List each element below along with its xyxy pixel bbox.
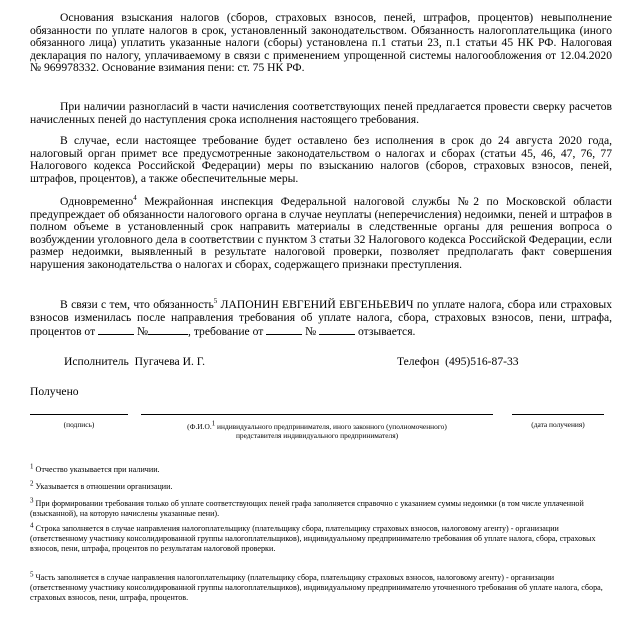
revocation-text-end: отзывается.	[358, 325, 416, 338]
footnote-text-1: Отчество указывается при наличии.	[33, 465, 160, 474]
executor-name: Пугачева И. Г.	[134, 355, 206, 368]
footnote-ref-4: 4	[133, 194, 137, 203]
footnote-ref-5: 5	[213, 297, 218, 306]
date-line	[512, 414, 604, 415]
footnote-num-4: 4	[30, 521, 34, 530]
phone-row	[397, 355, 519, 368]
footnote-text-4: Строка заполняется в случае направления налогоплательщику (плательщику сбора, плательщику страховых взносов, налоговому агенту) - организации (ответственному участнику консолидированной группы налогоплательщиков), индивидуальному предпринимателю требования об уплате налога, сбора, страховых взносов, пени, штрафа, процентов по результатам налоговой проверки.	[30, 524, 596, 553]
footnote-num-1: 1	[30, 462, 34, 471]
footnote-3	[30, 496, 610, 519]
paragraph-revocation	[30, 299, 612, 339]
number-sign-1: №	[136, 325, 149, 338]
paragraph-grounds: Основания взыскания налогов (сборов, страховых взносов, пеней, штрафов, процентов) невыполнение обязанности по уплате налогов в срок, установленный законодательством. Обязанность налогоплательщика (иного обязанного лица) уплатить указанные налоги (сборы) установлена п.1 статьи 23, п.1 статьи 45 НК РФ. Налоговая декларация по налогу, уплачиваемому в связи с применением упрощенной системы налогообложения от 12.04.2020 № 969978332. Основание взимания пени: ст. 75 НК РФ.	[30, 11, 612, 74]
blank-number-1	[148, 324, 188, 335]
signature-line	[30, 414, 128, 415]
footnote-5	[30, 570, 610, 602]
footnote-num-5: 5	[30, 570, 34, 579]
footnote-ref-1: 1	[211, 419, 216, 428]
blank-number-2	[319, 324, 355, 335]
footnote-text-5: Часть заполняется в случае направления налогоплательщику (плательщику сбора, плательщику страховых взносов, налоговому агенту) - организации (ответственному участнику консолидированной группы налогоплательщиков), индивидуальному предпринимателю уточненного требования об уплате налога, сбора, страховых взносов, пени, штрафа, процентов.	[30, 573, 603, 602]
footnote-num-2: 2	[30, 479, 34, 488]
number-sign-2: №	[305, 325, 317, 338]
footnote-4	[30, 521, 610, 553]
footnote-num-3: 3	[30, 496, 34, 505]
caption-fio-rest: индивидуального предпринимателя, иного законного (уполномоченного)	[215, 422, 447, 431]
paragraph-deadline: В случае, если настоящее требование будет оставлено без исполнения в срок до 24 августа 2020 года, налоговый орган примет все предусмотренные законодательством о налогах и сборах (статьи 45, 46, 47, 76, 77 Налогового кодекса Российской Федерации) меры по взысканию налогов (сборов, страховых взносов, пеней, штрафов, процентов), а также обеспечительные меры.	[30, 134, 612, 185]
footnote-text-3: При формировании требования только об уплате соответствующих пеней графа заполняется справочно с указанием суммы недоимки (в том числе уплаченной (взысканной), на которую начислены указанные пени).	[30, 499, 584, 518]
fio-line	[141, 414, 493, 415]
executor-row	[64, 355, 205, 368]
footnote-2	[30, 479, 610, 492]
footnote-1	[30, 462, 610, 475]
phone-value: (495)516-87-33	[445, 355, 519, 368]
revocation-text-body: ЛАПОНИН ЕВГЕНИЙ ЕВГЕНЬЕВИЧ по уплате налога, сбора или страховых взносов изменилась после направления требования об уплате налога, сбора, страховых взносов, пени, штрафа, процентов от	[30, 298, 612, 338]
phone-label: Телефон	[397, 355, 440, 368]
paragraph-warning	[30, 196, 612, 271]
caption-fio-start: (Ф.И.О.	[187, 422, 212, 431]
caption-date: (дата получения)	[531, 420, 585, 429]
footnote-text-2: Указывается в отношении организации.	[33, 482, 173, 491]
warning-text-start: Одновременно	[60, 195, 134, 208]
warning-text-rest: Межрайонная инспекция Федеральной налоговой службы №2 по Московской области предупреждает об обязанности налогового органа в случае неуплаты (неперечисления) недоимки, пеней и штрафов в полном объеме в установленный срок направить материалы в следственные органы для решения вопроса о возбуждении уголовного дела в соответствии с пунктом 3 статьи 32 Налогового кодекса Российской Федерации, если размер недоимки, выявленный в результате налоговой проверки, позволяет предполагать факт совершения нарушения законодательства о налогах и сборах, содержащего признаки преступления.	[30, 195, 612, 271]
caption-fio	[141, 419, 493, 440]
blank-date-2	[266, 324, 302, 335]
paragraph-disagreements: При наличии разногласий в части начисления соответствующих пеней предлагается провести сверку расчетов начисленных пеней до наступления срока исполнения настоящего требования.	[30, 100, 612, 126]
caption-signature: (подпись)	[63, 420, 95, 429]
executor-label: Исполнитель	[64, 355, 129, 368]
caption-fio-line2: представителя индивидуального предпринимателя)	[235, 431, 399, 440]
revocation-text-start: В связи с тем, что обязанность	[60, 298, 214, 311]
blank-date-1	[98, 324, 134, 335]
revocation-text-mid: , требование от	[188, 325, 264, 338]
received-label: Получено	[30, 385, 79, 398]
